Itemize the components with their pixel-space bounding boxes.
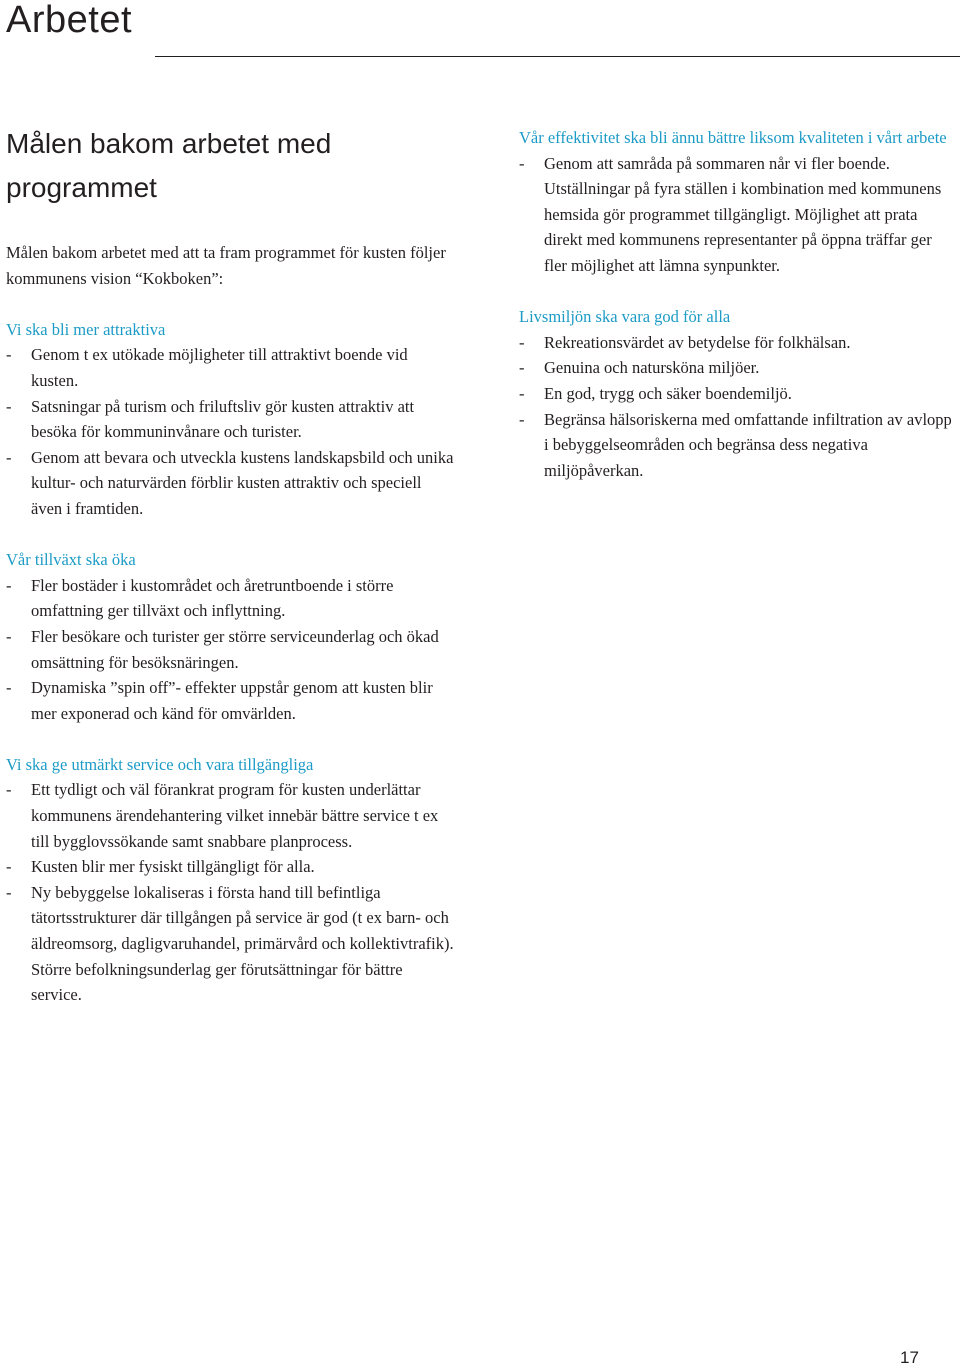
section-livsmiljo (519, 304, 957, 483)
list-item: - Satsningar på turism och friluftsliv gör kusten attraktiv att besöka för kommuninvånare och turister. (6, 394, 456, 445)
header-rule (155, 56, 960, 57)
list-item: - Genuina och natursköna miljöer. (519, 355, 957, 381)
bullet-list (6, 777, 456, 1007)
bullet-list (6, 342, 456, 521)
header-title: Arbetet (6, 0, 133, 41)
list-item: - Genom att samråda på sommaren når vi fler boende. Utställningar på fyra ställen i kombination med kommunens hemsida gör programmet tillgängligt. Möjlighet att prata direkt med kommunens representanter på öppna träffar ger fler möjlighet att lämna synpunkter. (519, 151, 957, 279)
list-item: - Ett tydligt och väl förankrat program för kusten underlättar kommunens ärendehantering vilket innebär bättre service t ex till bygglovssökande samt snabbare planprocess. (6, 777, 456, 854)
list-item: - Genom att bevara och utveckla kustens landskapsbild och unika kultur- och naturvärden förblir kusten attraktiv och speciell även i framtiden. (6, 445, 456, 522)
list-item: - Rekreationsvärdet av betydelse för folkhälsan. (519, 330, 957, 356)
intro-paragraph: Målen bakom arbetet med att ta fram programmet för kusten följer kommunens vision “Kokboken”: (6, 243, 446, 288)
list-item: - Ny bebyggelse lokaliseras i första hand till befintliga tätortsstrukturer där tillgången på service är god (t ex barn- och äldreomsorg, dagligvaruhandel, primärvård och kollektivtrafik). Större befolkningsunderlag ger förutsättningar för bättre service. (6, 880, 456, 1008)
list-item: - Genom t ex utökade möjligheter till attraktivt boende vid kusten. (6, 342, 456, 393)
section-title: Vår tillväxt ska öka (6, 550, 136, 570)
list-item: - Dynamiska ”spin off”- effekter uppstår genom att kusten blir mer exponerad och känd för omvärlden. (6, 675, 456, 726)
right-column (519, 125, 957, 509)
list-item: - Fler bostäder i kustområdet och åretruntboende i större omfattning ger tillväxt och inflyttning. (6, 573, 456, 624)
page-number: 17 (900, 1348, 919, 1367)
page-title: Målen bakom arbetet med programmet (6, 128, 332, 203)
section-title: Vi ska ge utmärkt service och vara tillgängliga (6, 754, 314, 774)
bullet-list (519, 330, 957, 484)
section-service (6, 752, 456, 1008)
section-tillvaxt (6, 547, 456, 726)
list-item: - En god, trygg och säker boendemiljö. (519, 381, 957, 407)
bullet-list (6, 573, 456, 727)
list-item: - Begränsa hälsoriskerna med omfattande infiltration av avlopp i bebyggelseområden och begränsa dess negativa miljöpåverkan. (519, 407, 957, 484)
section-attraktiva (6, 317, 456, 522)
page-header (6, 0, 960, 58)
left-column (6, 122, 456, 1033)
section-effektivitet (519, 125, 957, 279)
list-item: - Fler besökare och turister ger större serviceunderlag och ökad omsättning för besöksnäringen. (6, 624, 456, 675)
bullet-list (519, 151, 957, 279)
section-title: Livsmiljön ska vara god för alla (519, 307, 731, 327)
list-item: - Kusten blir mer fysiskt tillgängligt för alla. (6, 854, 456, 880)
section-title: Vår effektivitet ska bli ännu bättre liksom kvaliteten i vårt arbete (519, 128, 947, 147)
section-title: Vi ska bli mer attraktiva (6, 319, 166, 339)
